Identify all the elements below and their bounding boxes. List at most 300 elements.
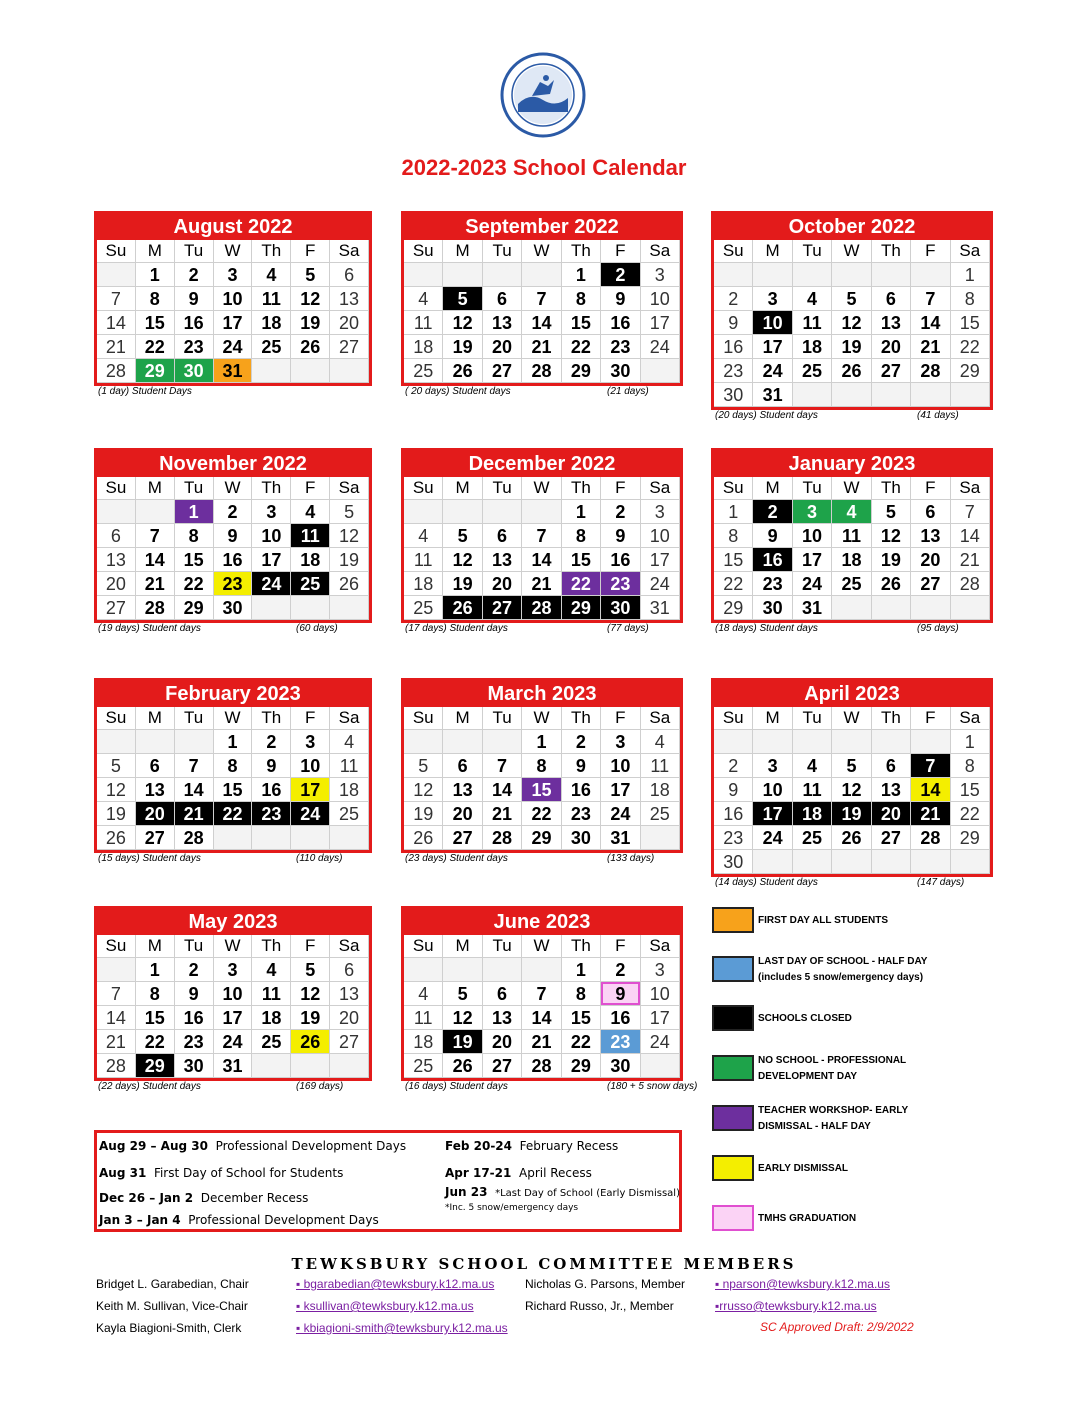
- day-cell: 14: [97, 1006, 136, 1030]
- day-cell: 16: [753, 548, 792, 572]
- day-cell: 17: [753, 802, 792, 826]
- day-cell: 13: [872, 778, 911, 802]
- weekday-header: Su: [714, 707, 753, 730]
- day-cell: 11: [404, 548, 443, 572]
- weekday-header: M: [136, 477, 175, 500]
- day-cell: 4: [404, 982, 443, 1006]
- empty-day-cell: [753, 263, 792, 287]
- day-cell: 17: [601, 778, 640, 802]
- empty-day-cell: [136, 730, 175, 754]
- day-cell: 18: [252, 1006, 291, 1030]
- empty-day-cell: [443, 500, 482, 524]
- empty-day-cell: [714, 263, 753, 287]
- empty-day-cell: [793, 383, 832, 407]
- key-item: Jan 3 – Jan 4 Professional Development Days: [99, 1213, 379, 1227]
- month-calendar: [94, 678, 372, 853]
- day-cell: 21: [522, 335, 561, 359]
- day-cell: 9: [601, 524, 640, 548]
- day-cell: 25: [641, 802, 680, 826]
- day-cell: 6: [330, 263, 369, 287]
- day-cell: 19: [443, 335, 482, 359]
- legend-label: TMHS GRADUATION: [758, 1213, 857, 1224]
- day-cell: 14: [911, 778, 950, 802]
- day-cell: 2: [601, 500, 640, 524]
- day-cell: 11: [832, 524, 871, 548]
- day-cell: 28: [911, 826, 950, 850]
- student-days-note: (14 days) Student days: [715, 877, 818, 888]
- day-cell: 8: [562, 982, 601, 1006]
- day-cell: 29: [562, 359, 601, 383]
- weekday-header: Th: [562, 935, 601, 958]
- day-cell: 11: [404, 1006, 443, 1030]
- day-cell: 11: [793, 311, 832, 335]
- month-calendar: [94, 906, 372, 1081]
- day-cell: 11: [330, 754, 369, 778]
- legend-label: NO SCHOOL - PROFESSIONAL DEVELOPMENT DAY: [758, 1055, 906, 1082]
- day-cell: 3: [793, 500, 832, 524]
- day-cell: 26: [832, 826, 871, 850]
- day-cell: 25: [252, 1030, 291, 1054]
- day-cell: 23: [714, 359, 753, 383]
- day-cell: 3: [214, 263, 253, 287]
- cumulative-days-note: (77 days): [607, 623, 649, 634]
- day-cell: 9: [175, 287, 214, 311]
- day-cell: 11: [793, 778, 832, 802]
- day-cell: 12: [443, 1006, 482, 1030]
- month-title: November 2022: [97, 451, 369, 477]
- member-name: Keith M. Sullivan, Vice-Chair: [96, 1299, 248, 1313]
- weekday-header: M: [753, 477, 792, 500]
- day-cell: 4: [793, 287, 832, 311]
- day-cell: 13: [483, 548, 522, 572]
- day-cell: 19: [97, 802, 136, 826]
- empty-day-cell: [641, 1054, 680, 1078]
- day-cell: 3: [753, 754, 792, 778]
- day-cell: 9: [601, 287, 640, 311]
- legend-swatch: [712, 1105, 754, 1131]
- day-cell: 4: [252, 263, 291, 287]
- day-cell: 5: [97, 754, 136, 778]
- day-cell: 29: [951, 826, 990, 850]
- member-name: Nicholas G. Parsons, Member: [525, 1277, 686, 1291]
- day-cell: 25: [252, 335, 291, 359]
- day-cell: 29: [714, 596, 753, 620]
- day-cell: 16: [601, 548, 640, 572]
- day-cell: 20: [483, 572, 522, 596]
- month-title: December 2022: [404, 451, 680, 477]
- day-cell: 26: [291, 1030, 330, 1054]
- empty-day-cell: [911, 850, 950, 874]
- empty-day-cell: [404, 500, 443, 524]
- day-cell: 23: [214, 572, 253, 596]
- day-cell: 12: [97, 778, 136, 802]
- day-cell: 20: [872, 802, 911, 826]
- weekday-header: M: [136, 240, 175, 263]
- weekday-header: Th: [252, 707, 291, 730]
- weekday-header: Sa: [951, 477, 990, 500]
- month-calendar: [401, 678, 683, 853]
- month-calendar: [401, 906, 683, 1081]
- weekday-header: M: [443, 707, 482, 730]
- day-cell: 17: [214, 311, 253, 335]
- empty-day-cell: [832, 850, 871, 874]
- day-cell: 4: [641, 730, 680, 754]
- empty-day-cell: [252, 1054, 291, 1078]
- member-email-link[interactable]: ▪rrusso@tewksbury.k12.ma.us: [715, 1299, 877, 1313]
- day-cell: 30: [601, 596, 640, 620]
- weekday-header: Su: [404, 477, 443, 500]
- day-cell: 17: [753, 335, 792, 359]
- cumulative-days-note: (180 + 5 snow days): [607, 1081, 698, 1092]
- empty-day-cell: [522, 500, 561, 524]
- day-cell: 27: [330, 1030, 369, 1054]
- weekday-header: W: [214, 240, 253, 263]
- day-cell: 3: [601, 730, 640, 754]
- empty-day-cell: [872, 383, 911, 407]
- day-cell: 9: [601, 982, 640, 1006]
- month-calendar: [401, 448, 683, 623]
- empty-day-cell: [252, 359, 291, 383]
- day-cell: 12: [443, 548, 482, 572]
- day-cell: 18: [404, 572, 443, 596]
- day-cell: 12: [404, 778, 443, 802]
- day-cell: 28: [951, 572, 990, 596]
- day-cell: 24: [753, 826, 792, 850]
- day-cell: 17: [291, 778, 330, 802]
- student-days-note: (18 days) Student days: [715, 623, 818, 634]
- day-cell: 1: [175, 500, 214, 524]
- day-cell: 19: [832, 335, 871, 359]
- day-cell: 2: [601, 958, 640, 982]
- day-cell: 14: [97, 311, 136, 335]
- weekday-header: M: [136, 707, 175, 730]
- day-cell: 6: [443, 754, 482, 778]
- legend-swatch: [712, 907, 754, 933]
- day-cell: 23: [753, 572, 792, 596]
- day-cell: 21: [97, 1030, 136, 1054]
- day-cell: 16: [214, 548, 253, 572]
- weekday-header: M: [443, 240, 482, 263]
- day-cell: 16: [714, 335, 753, 359]
- day-cell: 22: [714, 572, 753, 596]
- legend-swatch: [712, 1205, 754, 1231]
- day-cell: 24: [641, 572, 680, 596]
- day-cell: 2: [214, 500, 253, 524]
- day-cell: 10: [753, 311, 792, 335]
- weekday-header: W: [522, 707, 561, 730]
- day-cell: 22: [951, 802, 990, 826]
- month-calendar: [401, 211, 683, 386]
- day-cell: 2: [753, 500, 792, 524]
- day-cell: 6: [911, 500, 950, 524]
- day-cell: 17: [641, 311, 680, 335]
- day-cell: 17: [641, 548, 680, 572]
- weekday-header: Sa: [641, 477, 680, 500]
- day-cell: 4: [832, 500, 871, 524]
- weekday-header: F: [911, 477, 950, 500]
- day-cell: 20: [911, 548, 950, 572]
- weekday-header: Tu: [175, 240, 214, 263]
- day-cell: 6: [483, 982, 522, 1006]
- day-cell: 20: [330, 1006, 369, 1030]
- day-cell: 19: [443, 1030, 482, 1054]
- empty-day-cell: [175, 730, 214, 754]
- day-cell: 1: [136, 958, 175, 982]
- day-cell: 25: [793, 826, 832, 850]
- student-days-note: (23 days) Student days: [405, 853, 508, 864]
- weekday-header: Th: [252, 935, 291, 958]
- month-calendar: [94, 211, 372, 386]
- day-cell: 18: [291, 548, 330, 572]
- day-cell: 13: [136, 778, 175, 802]
- day-cell: 7: [136, 524, 175, 548]
- day-cell: 24: [214, 1030, 253, 1054]
- day-cell: 16: [601, 1006, 640, 1030]
- weekday-header: Tu: [483, 240, 522, 263]
- cumulative-days-note: (147 days): [917, 877, 965, 888]
- day-cell: 8: [175, 524, 214, 548]
- weekday-header: Sa: [330, 240, 369, 263]
- day-cell: 15: [562, 1006, 601, 1030]
- cumulative-days-note: (95 days): [917, 623, 959, 634]
- member-email-link[interactable]: ▪ kbiagioni-smith@tewksbury.k12.ma.us: [296, 1321, 508, 1335]
- key-footnote: *Inc. 5 snow/emergency days: [445, 1203, 579, 1213]
- legend-label: EARLY DISMISSAL: [758, 1163, 849, 1174]
- day-cell: 26: [443, 359, 482, 383]
- day-cell: 26: [872, 572, 911, 596]
- day-cell: 2: [175, 263, 214, 287]
- day-cell: 23: [252, 802, 291, 826]
- day-cell: 31: [601, 826, 640, 850]
- weekday-header: Tu: [175, 707, 214, 730]
- day-cell: 28: [483, 826, 522, 850]
- day-cell: 28: [136, 596, 175, 620]
- day-cell: 5: [443, 524, 482, 548]
- day-cell: 1: [951, 730, 990, 754]
- weekday-header: Su: [714, 477, 753, 500]
- weekday-header: Sa: [330, 707, 369, 730]
- weekday-header: F: [601, 935, 640, 958]
- day-cell: 13: [483, 1006, 522, 1030]
- weekday-header: F: [291, 707, 330, 730]
- day-cell: 30: [601, 1054, 640, 1078]
- day-cell: 7: [522, 287, 561, 311]
- empty-day-cell: [714, 730, 753, 754]
- day-cell: 27: [330, 335, 369, 359]
- day-cell: 19: [330, 548, 369, 572]
- day-cell: 11: [252, 982, 291, 1006]
- day-cell: 3: [214, 958, 253, 982]
- day-cell: 20: [483, 335, 522, 359]
- empty-day-cell: [291, 826, 330, 850]
- empty-day-cell: [404, 958, 443, 982]
- day-cell: 28: [175, 826, 214, 850]
- day-cell: 19: [404, 802, 443, 826]
- legend-label: TEACHER WORKSHOP- EARLY DISMISSAL - HALF DAY: [758, 1105, 909, 1132]
- day-cell: 18: [793, 802, 832, 826]
- empty-day-cell: [214, 826, 253, 850]
- day-cell: 25: [404, 1054, 443, 1078]
- day-cell: 18: [641, 778, 680, 802]
- day-cell: 31: [214, 359, 253, 383]
- weekday-header: F: [601, 477, 640, 500]
- day-cell: 28: [522, 359, 561, 383]
- student-days-note: (15 days) Student days: [98, 853, 201, 864]
- empty-day-cell: [291, 1054, 330, 1078]
- day-cell: 8: [714, 524, 753, 548]
- day-cell: 22: [136, 1030, 175, 1054]
- empty-day-cell: [872, 596, 911, 620]
- day-cell: 22: [522, 802, 561, 826]
- day-cell: 23: [601, 335, 640, 359]
- day-cell: 23: [175, 335, 214, 359]
- day-cell: 13: [911, 524, 950, 548]
- day-cell: 16: [601, 311, 640, 335]
- day-cell: 7: [951, 500, 990, 524]
- day-cell: 24: [214, 335, 253, 359]
- empty-day-cell: [252, 596, 291, 620]
- day-cell: 8: [562, 524, 601, 548]
- day-cell: 26: [97, 826, 136, 850]
- empty-day-cell: [832, 383, 871, 407]
- weekday-header: Th: [252, 240, 291, 263]
- day-cell: 3: [291, 730, 330, 754]
- day-cell: 9: [214, 524, 253, 548]
- day-cell: 22: [562, 1030, 601, 1054]
- day-cell: 29: [136, 1054, 175, 1078]
- empty-day-cell: [951, 596, 990, 620]
- day-cell: 23: [601, 572, 640, 596]
- empty-day-cell: [872, 730, 911, 754]
- day-cell: 15: [214, 778, 253, 802]
- day-cell: 21: [522, 1030, 561, 1054]
- day-cell: 20: [483, 1030, 522, 1054]
- day-cell: 1: [562, 500, 601, 524]
- weekday-header: Tu: [483, 935, 522, 958]
- cumulative-days-note: (41 days): [917, 410, 959, 421]
- legend-swatch: [712, 1005, 754, 1031]
- day-cell: 8: [136, 982, 175, 1006]
- member-email-link[interactable]: ▪ bgarabedian@tewksbury.k12.ma.us: [296, 1277, 495, 1291]
- empty-day-cell: [872, 263, 911, 287]
- day-cell: 15: [136, 1006, 175, 1030]
- weekday-header: Su: [404, 707, 443, 730]
- day-cell: 9: [753, 524, 792, 548]
- day-cell: 27: [483, 596, 522, 620]
- month-title: April 2023: [714, 681, 990, 707]
- key-item: Aug 31 First Day of School for Students: [99, 1166, 344, 1180]
- weekday-header: Su: [714, 240, 753, 263]
- weekday-header: Tu: [793, 477, 832, 500]
- member-email-link[interactable]: ▪ nparson@tewksbury.k12.ma.us: [715, 1277, 890, 1291]
- day-cell: 24: [641, 335, 680, 359]
- day-cell: 3: [753, 287, 792, 311]
- day-cell: 24: [793, 572, 832, 596]
- day-cell: 17: [641, 1006, 680, 1030]
- empty-day-cell: [97, 730, 136, 754]
- day-cell: 7: [97, 287, 136, 311]
- day-cell: 26: [291, 335, 330, 359]
- day-cell: 18: [404, 1030, 443, 1054]
- empty-day-cell: [483, 263, 522, 287]
- day-cell: 22: [951, 335, 990, 359]
- weekday-header: Sa: [641, 935, 680, 958]
- day-cell: 21: [951, 548, 990, 572]
- day-cell: 29: [951, 359, 990, 383]
- day-cell: 22: [136, 335, 175, 359]
- legend-label: SCHOOLS CLOSED: [758, 1013, 852, 1024]
- weekday-header: F: [601, 240, 640, 263]
- member-name: Richard Russo, Jr., Member: [525, 1299, 674, 1313]
- cumulative-days-note: (169 days): [296, 1081, 344, 1092]
- month-title: January 2023: [714, 451, 990, 477]
- weekday-header: F: [911, 707, 950, 730]
- weekday-header: W: [522, 240, 561, 263]
- empty-day-cell: [951, 383, 990, 407]
- student-days-note: (1 day) Student Days: [98, 386, 192, 397]
- empty-day-cell: [793, 730, 832, 754]
- month-title: May 2023: [97, 909, 369, 935]
- day-cell: 2: [714, 287, 753, 311]
- empty-day-cell: [753, 850, 792, 874]
- day-cell: 8: [522, 754, 561, 778]
- weekday-header: Th: [872, 707, 911, 730]
- day-cell: 10: [641, 524, 680, 548]
- day-cell: 10: [252, 524, 291, 548]
- day-cell: 27: [872, 359, 911, 383]
- weekday-header: M: [753, 240, 792, 263]
- day-cell: 13: [330, 982, 369, 1006]
- key-item: Apr 17-21 April Recess: [445, 1166, 592, 1180]
- empty-day-cell: [404, 263, 443, 287]
- day-cell: 28: [911, 359, 950, 383]
- day-cell: 14: [951, 524, 990, 548]
- empty-day-cell: [483, 730, 522, 754]
- empty-day-cell: [97, 263, 136, 287]
- day-cell: 17: [214, 1006, 253, 1030]
- day-cell: 31: [753, 383, 792, 407]
- month-title: March 2023: [404, 681, 680, 707]
- day-cell: 7: [522, 982, 561, 1006]
- day-cell: 10: [601, 754, 640, 778]
- day-cell: 9: [562, 754, 601, 778]
- month-title: August 2022: [97, 214, 369, 240]
- day-cell: 10: [793, 524, 832, 548]
- weekday-header: M: [443, 935, 482, 958]
- weekday-header: Th: [252, 477, 291, 500]
- day-cell: 25: [793, 359, 832, 383]
- day-cell: 30: [714, 383, 753, 407]
- legend-swatch: [712, 1055, 754, 1081]
- day-cell: 19: [832, 802, 871, 826]
- day-cell: 16: [175, 311, 214, 335]
- day-cell: 6: [97, 524, 136, 548]
- day-cell: 3: [641, 263, 680, 287]
- day-cell: 10: [291, 754, 330, 778]
- member-email-link[interactable]: ▪ ksullivan@tewksbury.k12.ma.us: [296, 1299, 474, 1313]
- weekday-header: Su: [97, 707, 136, 730]
- day-cell: 30: [175, 359, 214, 383]
- day-cell: 16: [562, 778, 601, 802]
- empty-day-cell: [97, 958, 136, 982]
- day-cell: 9: [252, 754, 291, 778]
- empty-day-cell: [753, 730, 792, 754]
- day-cell: 6: [872, 754, 911, 778]
- day-cell: 22: [562, 335, 601, 359]
- weekday-header: Su: [404, 240, 443, 263]
- day-cell: 25: [291, 572, 330, 596]
- student-days-note: (16 days) Student days: [405, 1081, 508, 1092]
